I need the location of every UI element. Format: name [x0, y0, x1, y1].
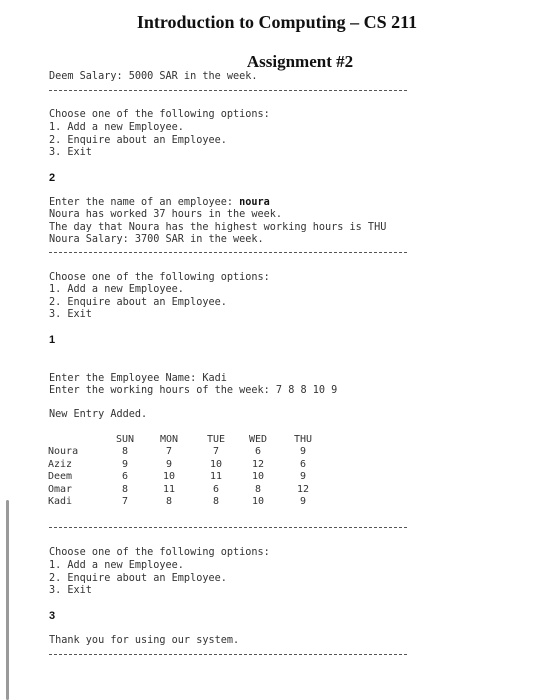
hours-cell: 7	[121, 496, 129, 508]
hours-cell: 9	[299, 471, 307, 483]
menu-prompt-2: Choose one of the following options:	[49, 272, 270, 283]
menu-option-exit-2: 3. Exit	[49, 309, 92, 320]
separator-4	[49, 654, 407, 655]
hours-table	[48, 434, 324, 508]
employee-name: Noura	[48, 446, 79, 458]
enquire-input-value: noura	[239, 197, 270, 208]
table-row	[48, 484, 324, 496]
enquire-prompt: Enter the name of an employee:	[49, 197, 240, 208]
hours-cell: 8	[254, 483, 262, 495]
hours-cell: 11	[162, 483, 176, 495]
hours-cell: 10	[251, 471, 265, 483]
hours-cell: 7	[212, 446, 220, 458]
hours-cell: 6	[299, 458, 307, 470]
col-header-thu: THU	[293, 434, 313, 445]
menu-option-exit-1: 3. Exit	[49, 147, 92, 158]
user-input-choice-1: 2	[49, 172, 56, 184]
working-hours-line: Enter the working hours of the week: 7 8 8 10 9	[49, 385, 338, 396]
table-row	[48, 446, 324, 458]
hours-cell: 8	[212, 496, 220, 508]
employee-name: Kadi	[48, 496, 73, 508]
menu-option-enquire-1: 2. Enquire about an Employee.	[49, 135, 227, 146]
hours-worked-line: Noura has worked 37 hours in the week.	[49, 209, 283, 220]
menu-option-add-3: 1. Add a new Employee.	[49, 560, 184, 571]
hours-cell: 8	[121, 446, 129, 458]
hours-cell: 10	[162, 471, 176, 483]
deem-salary-line: Deem Salary: 5000 SAR in the week.	[49, 71, 258, 82]
hours-cell: 9	[165, 458, 173, 470]
col-header-sun: SUN	[115, 434, 135, 445]
employee-name: Omar	[48, 483, 73, 495]
table-row	[48, 496, 324, 508]
assignment-heading: Assignment #2	[246, 52, 354, 71]
employee-name-line: Enter the Employee Name: Kadi	[49, 373, 227, 384]
hours-cell: 8	[165, 496, 173, 508]
hours-cell: 11	[209, 471, 223, 483]
menu-option-exit-3: 3. Exit	[49, 585, 92, 596]
document-title: Introduction to Computing – CS 211	[136, 12, 418, 32]
hours-cell: 7	[165, 446, 173, 458]
table-row	[48, 471, 324, 483]
separator-3	[49, 527, 407, 528]
hours-cell: 6	[212, 483, 220, 495]
scrollbar[interactable]	[6, 500, 9, 700]
separator-2	[49, 252, 407, 253]
hours-cell: 6	[121, 471, 129, 483]
menu-prompt-3: Choose one of the following options:	[49, 547, 270, 558]
enquire-prompt-line	[49, 197, 270, 210]
menu-prompt-1: Choose one of the following options:	[49, 109, 270, 120]
table-corner	[48, 434, 110, 446]
highest-day-line: The day that Noura has the highest working hours is THU	[49, 222, 387, 233]
hours-cell: 9	[299, 496, 307, 508]
user-input-choice-3: 3	[49, 610, 56, 622]
col-header-tue: TUE	[206, 434, 226, 445]
menu-option-enquire-2: 2. Enquire about an Employee.	[49, 297, 227, 308]
menu-option-enquire-3: 2. Enquire about an Employee.	[49, 573, 227, 584]
hours-cell: 9	[299, 446, 307, 458]
separator-1	[49, 90, 407, 91]
closing-message: Thank you for using our system.	[49, 635, 240, 646]
hours-cell: 10	[251, 496, 265, 508]
noura-salary-line: Noura Salary: 3700 SAR in the week.	[49, 234, 264, 245]
hours-cell: 6	[254, 446, 262, 458]
col-header-mon: MON	[159, 434, 179, 445]
new-entry-message: New Entry Added.	[49, 409, 148, 420]
employee-name: Deem	[48, 471, 73, 483]
hours-cell: 9	[121, 458, 129, 470]
menu-option-add-1: 1. Add a new Employee.	[49, 122, 184, 133]
table-row	[48, 459, 324, 471]
col-header-wed: WED	[248, 434, 268, 445]
hours-cell: 10	[209, 458, 223, 470]
menu-option-add-2: 1. Add a new Employee.	[49, 284, 184, 295]
user-input-choice-2: 1	[49, 334, 56, 346]
hours-cell: 12	[251, 458, 265, 470]
hours-cell: 8	[121, 483, 129, 495]
hours-cell: 12	[296, 483, 310, 495]
table-header-row	[48, 434, 324, 446]
employee-name: Aziz	[48, 458, 73, 470]
